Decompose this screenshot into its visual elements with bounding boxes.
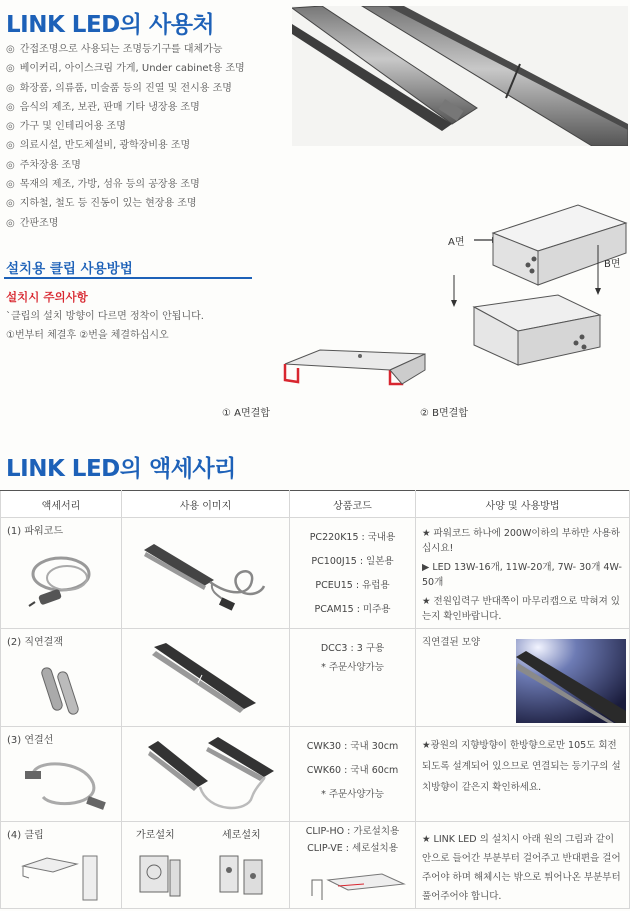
product-code: CWK60 : 국내 60cm: [306, 765, 399, 776]
code-cell: [290, 822, 416, 909]
image-label: 세로설치: [222, 830, 261, 841]
uses-title: LINK LED의 사용처: [6, 12, 215, 38]
accessory-cell: [1, 822, 122, 909]
clip-usage-title: 설치용 클립 사용방법: [6, 261, 133, 277]
a-face-label: A면: [448, 237, 465, 248]
usage-note: ★광원의 지향방향이 한방향으로만 105도 회전되도록 설계되어 있으므로 연결되는 등기구의 설치방향이 같은지 확인하세요.: [422, 740, 621, 793]
product-code: PCEU15 : 유럽용: [315, 580, 390, 591]
jack-image: [39, 661, 89, 721]
a-join-label: ① A면결합: [222, 408, 270, 419]
usage-note: ▶ LED 13W-16개, 11W-20개, 7W- 30개 4W-50개: [422, 562, 622, 588]
uses-list: [6, 40, 286, 233]
list-item: ◎ 베이커리, 아이스크림 가게, Under cabinet용 조명: [6, 63, 245, 75]
code-cell: [290, 518, 416, 629]
table-row: [1, 629, 630, 727]
image-cell: [122, 727, 290, 822]
caution-line: ①번부터 체결후 ②번을 체결하십시오: [6, 330, 169, 341]
cable-usage-image: [148, 737, 278, 817]
usage-note: ★ LINK LED 의 설치시 아래 원의 그림과 같이 안으로 들어간 부분부터 걸어주고 반대편을 걸어주어야 하며 해체시는 밖으로 튀어나온 부분부터 풀어주어야 합니다.: [422, 834, 621, 902]
accessory-cell: [1, 727, 122, 822]
column-header: 액세서리: [1, 491, 122, 518]
column-header: 사용 이미지: [122, 491, 290, 518]
list-item: ◎ 주차장용 조명: [6, 159, 81, 171]
power-cord-usage-image: [140, 536, 275, 611]
list-item: ◎ 간접조명으로 사용되는 조명등기구를 대체가능: [6, 44, 223, 55]
connected-photo: [516, 639, 626, 723]
caution-title: 설치시 주의사항: [6, 290, 88, 304]
table-row: [1, 518, 630, 629]
b-face-label: B면: [604, 259, 621, 270]
product-code: CLIP-VE : 세로설치용: [307, 843, 398, 854]
power-cord-image: [21, 546, 111, 612]
accessory-name: (3) 연결선: [7, 735, 54, 746]
product-code: DCC3 : 3 구용: [320, 643, 385, 654]
table-header-row: [1, 491, 630, 518]
product-code: * 주문사양가능: [321, 662, 384, 673]
usage-note: ★ 전원입력구 반대쪽이 마무리캡으로 막혀져 있는지 확인바랍니다.: [422, 596, 620, 622]
code-cell: [290, 629, 416, 727]
product-code: CLIP-HO : 가로설치용: [305, 826, 400, 837]
jack-usage-image: [152, 643, 262, 723]
divider: [4, 277, 252, 279]
list-item: ◎ 음식의 제조, 보관, 판매 기타 냉장용 조명: [6, 101, 200, 113]
column-header: 사양 및 사용방법: [416, 491, 630, 518]
accessory-name: (4) 클립: [7, 830, 44, 841]
table-row: [1, 822, 630, 909]
product-code: CWK30 : 국내 30cm: [306, 741, 399, 752]
product-code: * 주문사양가능: [321, 789, 384, 800]
accessory-name: (2) 직연결잭: [7, 637, 63, 648]
usage-cell: [416, 518, 630, 629]
list-item: ◎ 화장품, 의류품, 미술품 등의 진열 및 전시용 조명: [6, 82, 232, 94]
accessory-cell: [1, 518, 122, 629]
accessories-title: LINK LED의 액세사리: [6, 456, 236, 482]
product-code: PC100J15 : 일본용: [311, 556, 394, 567]
clip-face-diagram: [448, 195, 628, 380]
b-join-label: ② B면결합: [420, 408, 468, 419]
image-cell: [122, 822, 290, 909]
list-item: ◎ 가구 및 인테리어용 조명: [6, 121, 126, 133]
cable-image: [23, 753, 113, 817]
image-cell: [122, 629, 290, 727]
usage-cell: [416, 727, 630, 822]
usage-cell: [416, 629, 630, 727]
list-item: ◎ 간판조명: [6, 217, 59, 229]
clip-image: [17, 852, 112, 906]
code-cell: [290, 727, 416, 822]
list-item: ◎ 목재의 제조, 가방, 섬유 등의 공장용 조명: [6, 179, 200, 191]
caution-line: `클립의 설치 방향이 다르면 정착이 안됩니다.: [6, 311, 204, 322]
usage-note: 직연결된 모양: [422, 637, 481, 648]
accessory-name: (1) 파워코드: [7, 526, 63, 537]
clip-detail-image: [308, 866, 408, 906]
usage-note: ★ 파워코드 하나에 200W이하의 부하만 사용하십시요!: [422, 528, 620, 554]
list-item: ◎ 지하철, 철도 등 진동이 있는 현장용 조명: [6, 198, 197, 210]
image-cell: [122, 518, 290, 629]
product-code: PC220K15 : 국내용: [309, 532, 396, 543]
accessory-cell: [1, 629, 122, 727]
led-rails-photo: [292, 6, 628, 146]
list-item: ◎ 의료시설, 반도체설비, 광학장비용 조명: [6, 140, 191, 152]
image-label: 가로설치: [136, 830, 175, 841]
clip-diagram: [280, 336, 440, 396]
column-header: 상품코드: [290, 491, 416, 518]
product-code: PCAM15 : 미주용: [314, 604, 391, 615]
table-row: [1, 727, 630, 822]
accessories-table: [0, 490, 630, 909]
clip-install-images: [136, 850, 286, 904]
usage-cell: [416, 822, 630, 909]
